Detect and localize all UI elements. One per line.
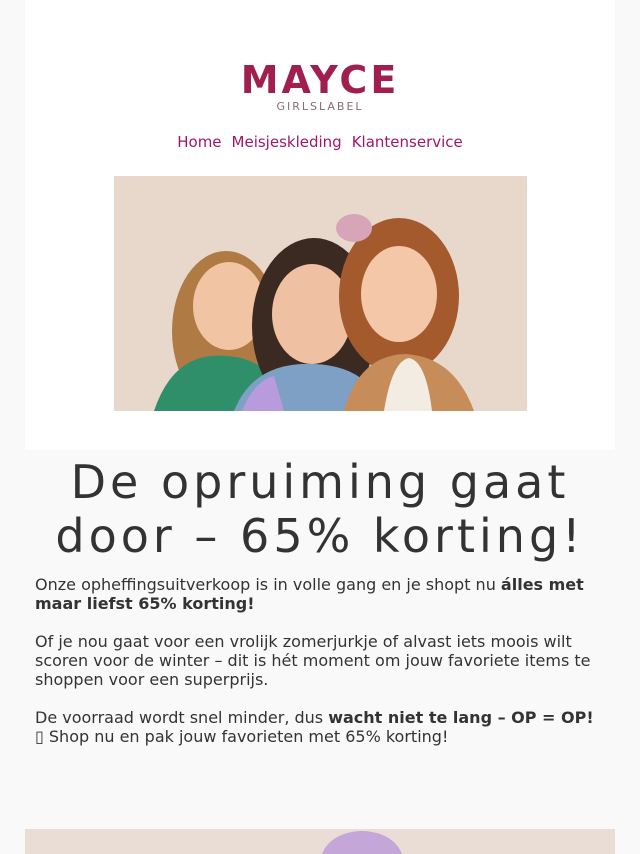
paragraph-1-text: Onze opheffingsuitverkoop is in volle gang en je shopt nu	[35, 575, 501, 594]
logo-tagline: GIRLSLABEL	[276, 100, 364, 113]
paragraph-3	[35, 708, 610, 746]
nav-item-home[interactable]: Home	[177, 133, 222, 151]
hero-photo-illustration	[114, 176, 527, 411]
product-photo-hat	[321, 831, 403, 854]
paragraph-1	[35, 575, 610, 613]
paragraph-3-cta: ▯ Shop nu en pak jouw favorieten met 65% korting!	[35, 727, 449, 746]
product-image[interactable]	[25, 829, 615, 854]
paragraph-3-text: De voorraad wordt snel minder, dus	[35, 708, 329, 727]
paragraph-1-bold: álles met maar liefst 65% korting!	[35, 575, 584, 613]
paragraph-2: Of je nou gaat voor een vrolijk zomerjurkje of alvast iets moois wilt scoren voor de winter – dit is hét moment om jouw favoriete items te shoppen voor een superprijs.	[35, 632, 591, 689]
page-headline: De opruiming gaat door – 65% korting!	[55, 455, 585, 563]
nav-item-meisjeskleding[interactable]: Meisjeskleding	[231, 133, 342, 151]
logo-wordmark: MAYCE	[240, 58, 400, 102]
header-card	[25, 0, 615, 450]
hero-image[interactable]	[114, 176, 527, 411]
nav-item-klantenservice[interactable]: Klantenservice	[351, 133, 463, 151]
main-nav	[25, 133, 615, 151]
body-copy	[35, 575, 610, 765]
paragraph-3-bold: wacht niet te lang – OP = OP!	[328, 708, 594, 727]
brand-logo[interactable]	[25, 58, 615, 114]
